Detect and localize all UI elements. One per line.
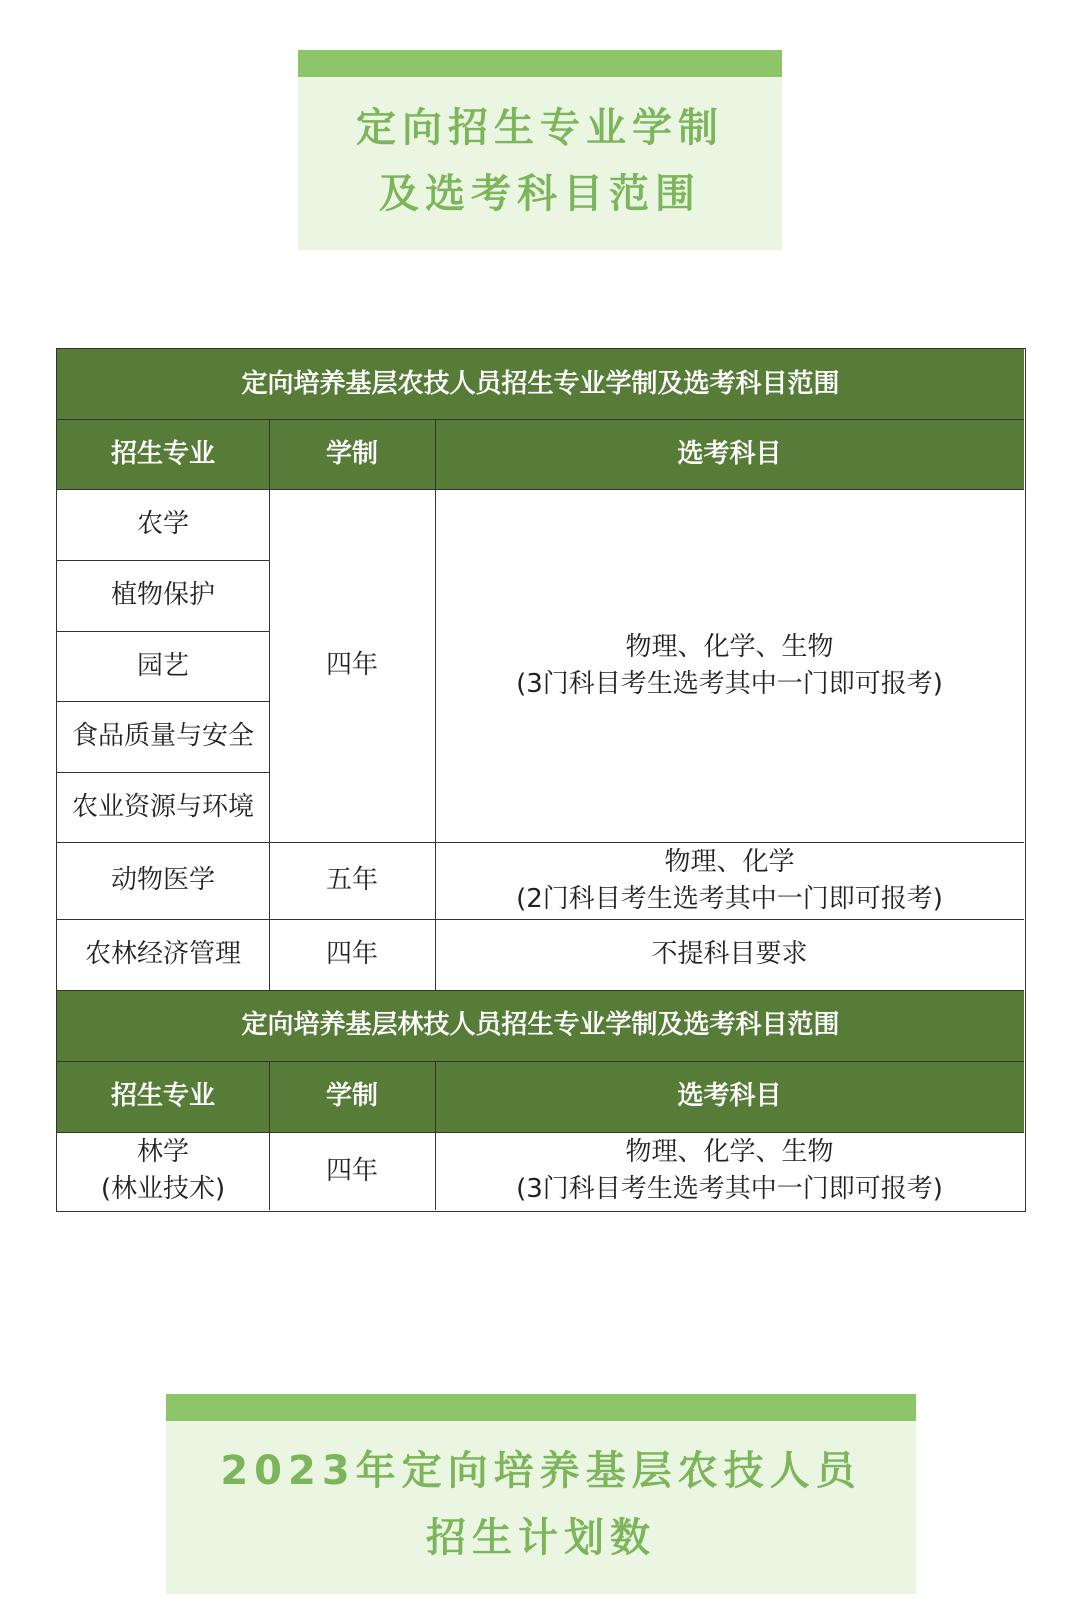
- table-rule: [269, 1061, 270, 1210]
- table-rule: [57, 1061, 1024, 1062]
- duration-cell: 四年: [325, 939, 378, 969]
- section-title-bar: [166, 1394, 916, 1421]
- header-major: 招生专业: [57, 1061, 269, 1132]
- table-rule: [435, 419, 436, 990]
- table-title-forestry: 定向培养基层林技人员招生专业学制及选考科目范围: [57, 990, 1024, 1061]
- duration-cell: 四年: [325, 1155, 378, 1186]
- majors-subjects-table: [56, 348, 1026, 1212]
- major-cell: 食品质量与安全: [71, 721, 254, 751]
- table-rule: [57, 419, 1024, 420]
- subjects-note: (2门科目考生选考其中一门即可报考): [516, 883, 943, 914]
- subjects-cell: 不提科目要求: [651, 939, 808, 969]
- table-rule: [57, 1132, 1024, 1133]
- major-name: 林学: [136, 1137, 189, 1167]
- subjects-cell: [435, 489, 1024, 842]
- major-cell: 植物保护: [110, 580, 215, 610]
- header-major: 招生专业: [57, 419, 269, 489]
- section-title-line-1: 2023年定向培养基层农技人员: [220, 1448, 862, 1494]
- major-cell: 农林经济管理: [84, 939, 241, 969]
- subjects-cell: [435, 842, 1024, 919]
- major-cell: 园艺: [136, 650, 189, 681]
- major-cell: [57, 1132, 269, 1210]
- section-title-line-2: 及选考科目范围: [379, 171, 701, 217]
- major-cell: 动物医学: [110, 865, 215, 895]
- duration-cell: 五年: [325, 865, 378, 895]
- table-rule: [57, 919, 1024, 920]
- major-cell: 农业资源与环境: [71, 791, 254, 822]
- table-title-agri: 定向培养基层农技人员招生专业学制及选考科目范围: [57, 349, 1024, 419]
- subjects-note: (3门科目考生选考其中一门即可报考): [516, 668, 943, 699]
- header-subjects: 选考科目: [435, 419, 1024, 489]
- table-rule: [57, 772, 269, 773]
- table-rule: [57, 489, 1024, 490]
- header-duration: 学制: [269, 419, 435, 489]
- subjects-note: (3门科目考生选考其中一门即可报考): [516, 1174, 943, 1204]
- major-cell: 农学: [136, 509, 189, 539]
- table-rule: [269, 419, 270, 990]
- table-rule: [435, 1061, 436, 1210]
- subjects-cell: [435, 1132, 1024, 1210]
- table-rule: [57, 560, 269, 561]
- table-rule: [57, 701, 269, 702]
- table-rule: [57, 631, 269, 632]
- section-title-bar: [298, 50, 782, 77]
- table-rule: [57, 990, 1024, 991]
- header-duration: 学制: [269, 1061, 435, 1132]
- section-title-line-1: 定向招生专业学制: [356, 105, 724, 151]
- table-rule: [57, 842, 1024, 843]
- section-title-line-2: 招生计划数: [426, 1515, 656, 1561]
- subjects-line: 物理、化学: [664, 846, 795, 877]
- header-subjects: 选考科目: [435, 1061, 1024, 1132]
- subjects-line: 物理、化学、生物: [625, 1137, 834, 1167]
- major-alias: (林业技术): [100, 1174, 226, 1204]
- subjects-line: 物理、化学、生物: [625, 631, 834, 662]
- duration-cell: 四年: [325, 650, 378, 680]
